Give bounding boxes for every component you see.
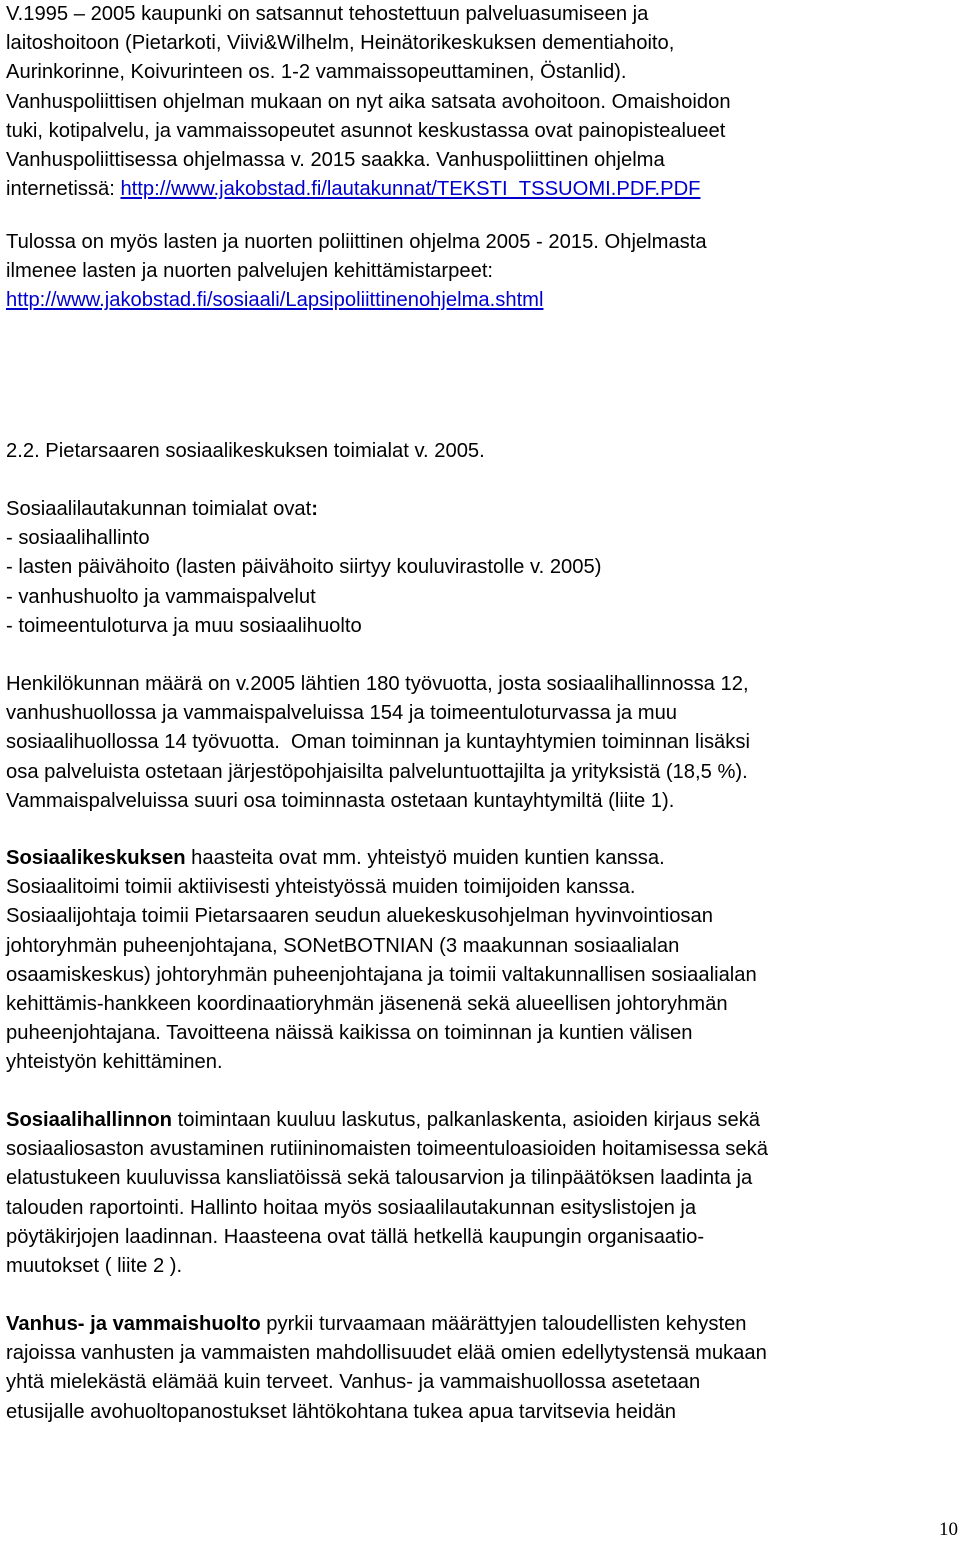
text-line: Henkilökunnan määrä on v.2005 lähtien 180 työvuotta, josta sosiaalihallinnossa 12,	[6, 673, 749, 695]
paragraph-vanhushuolto	[6, 1310, 767, 1427]
text-line: Sosiaalikeskuksen haasteita ovat mm. yhteistyö muiden kuntien kanssa.	[6, 847, 665, 869]
text-line: yhtä mielekästä elämää kuin terveet. Vanhus- ja vammaishuollossa asetetaan	[6, 1371, 701, 1394]
text-line: Aurinkorinne, Koivurinteen os. 1-2 vammaissopeuttaminen, Östanlid).	[6, 61, 627, 84]
text-line: yhteistyön kehittäminen.	[6, 1051, 223, 1074]
lapsipoliittinen-ohjelma-link[interactable]: http://www.jakobstad.fi/sosiaali/Lapsipoliittinenohjelma.shtml	[6, 289, 544, 312]
section-heading: 2.2. Pietarsaaren sosiaalikeskuksen toimialat v. 2005.	[6, 440, 485, 462]
list-item: - sosiaalihallinto	[6, 527, 150, 550]
text-line: kehittämis-hankkeen koordinaatioryhmän jäsenenä sekä alueellisen johtoryhmän	[6, 993, 728, 1016]
text-line: Sosiaalihallinnon toimintaan kuuluu laskutus, palkanlaskenta, asioiden kirjaus sekä	[6, 1109, 761, 1131]
text-line: Vanhus- ja vammaishuolto pyrkii turvaamaan määrättyjen taloudellisten kehysten	[6, 1313, 747, 1335]
text-line	[6, 286, 707, 315]
text-line: osaamiskeskus) johtoryhmän puheenjohtajana ja toimii valtakunnallisen sosiaalialan	[6, 963, 757, 986]
list-item: - vanhushuolto ja vammaispalvelut	[6, 585, 316, 608]
text-line: elatustukeen kuuluvissa kansliatöissä sekä talousarvion ja tilinpäätöksen laadinta ja	[6, 1167, 753, 1190]
list-item: - lasten päivähoito (lasten päivähoito siirtyy kouluvirastolle v. 2005)	[6, 556, 602, 579]
text-line: vanhushuollossa ja vammaispalveluissa 154 ja toimeentuloturvassa ja muu	[6, 702, 678, 725]
text-line: johtoryhmän puheenjohtajana, SONetBOTNIAN (3 maakunnan sosiaalialan	[6, 934, 680, 957]
text-line: Vanhuspoliittisessa ohjelmassa v. 2015 saakka. Vanhuspoliittinen ohjelma	[6, 149, 665, 172]
link-prefix: internetissä:	[6, 178, 121, 201]
text-line: sosiaalihuollossa 14 työvuotta. Oman toiminnan ja kuntayhtymien toiminnan lisäksi	[6, 731, 750, 754]
text-line: Vammaispalveluissa suuri osa toiminnasta ostetaan kuntayhtymiltä (liite 1).	[6, 789, 675, 812]
paragraph-henkilokunta	[6, 670, 750, 816]
text-line: muutokset ( liite 2 ).	[6, 1255, 183, 1278]
text-line: Vanhuspoliittisen ohjelman mukaan on nyt aika satsata avohoitoon. Omaishoidon	[6, 90, 731, 113]
list-item: - toimeentuloturva ja muu sosiaalihuolto	[6, 614, 362, 637]
paragraph-lastenpolitiikka	[6, 228, 707, 316]
vanhuspoliittinen-ohjelma-link[interactable]: http://www.jakobstad.fi/lautakunnat/TEKSTI_TSSUOMI.PDF.PDF	[120, 178, 701, 201]
text-line: puheenjohtajana. Tavoitteena näissä kaikissa on toiminnan ja kuntien välisen	[6, 1022, 693, 1045]
toimialat-intro: Sosiaalilautakunnan toimialat ovat:	[6, 498, 318, 520]
toimialat-list	[6, 495, 601, 641]
text-line: etusijalle avohuoltopanostukset lähtökohtana tukea apua tarvitsevia heidän	[6, 1400, 677, 1423]
text-line: Sosiaalitoimi toimii aktiivisesti yhteistyössä muiden toimijoiden kanssa.	[6, 876, 636, 899]
text-line: Sosiaalijohtaja toimii Pietarsaaren seudun aluekeskusohjelman hyvinvointiosan	[6, 905, 713, 928]
paragraph-sosiaalikeskus	[6, 844, 757, 1078]
text-line: sosiaaliosaston avustaminen rutiininomaisten toimeentuloasioiden hoitamisessa sekä	[6, 1138, 768, 1161]
text-line: laitoshoitoon (Pietarkoti, Viivi&Wilhelm, Heinätorikeskuksen dementiahoito,	[6, 32, 675, 55]
paragraph-vanhuspolitiikka	[6, 0, 731, 204]
text-line: talouden raportointi. Hallinto hoitaa myös sosiaalilautakunnan esityslistojen ja	[6, 1196, 697, 1219]
paragraph-sosiaalihallinto	[6, 1106, 768, 1281]
text-line: osa palveluista ostetaan järjestöpohjaisilta palveluntuottajilta ja yrityksistä (18,5 %).	[6, 760, 748, 783]
text-line: tuki, kotipalvelu, ja vammaissopeutet asunnot keskustassa ovat painopistealueet	[6, 119, 726, 142]
text-line	[6, 175, 731, 204]
text-line: ilmenee lasten ja nuorten palvelujen kehittämistarpeet:	[6, 260, 494, 283]
text-line: rajoissa vanhusten ja vammaisten mahdollisuudet elää omien edellytystensä mukaan	[6, 1342, 767, 1365]
text-line: V.1995 – 2005 kaupunki on satsannut tehostettuun palveluasumiseen ja	[6, 3, 649, 25]
text-line: Tulossa on myös lasten ja nuorten poliittinen ohjelma 2005 - 2015. Ohjelmasta	[6, 231, 707, 253]
text-line: pöytäkirjojen laadinnan. Haasteena ovat tällä hetkellä kaupungin organisaatio-	[6, 1225, 705, 1248]
page-number: 10	[939, 1519, 958, 1540]
